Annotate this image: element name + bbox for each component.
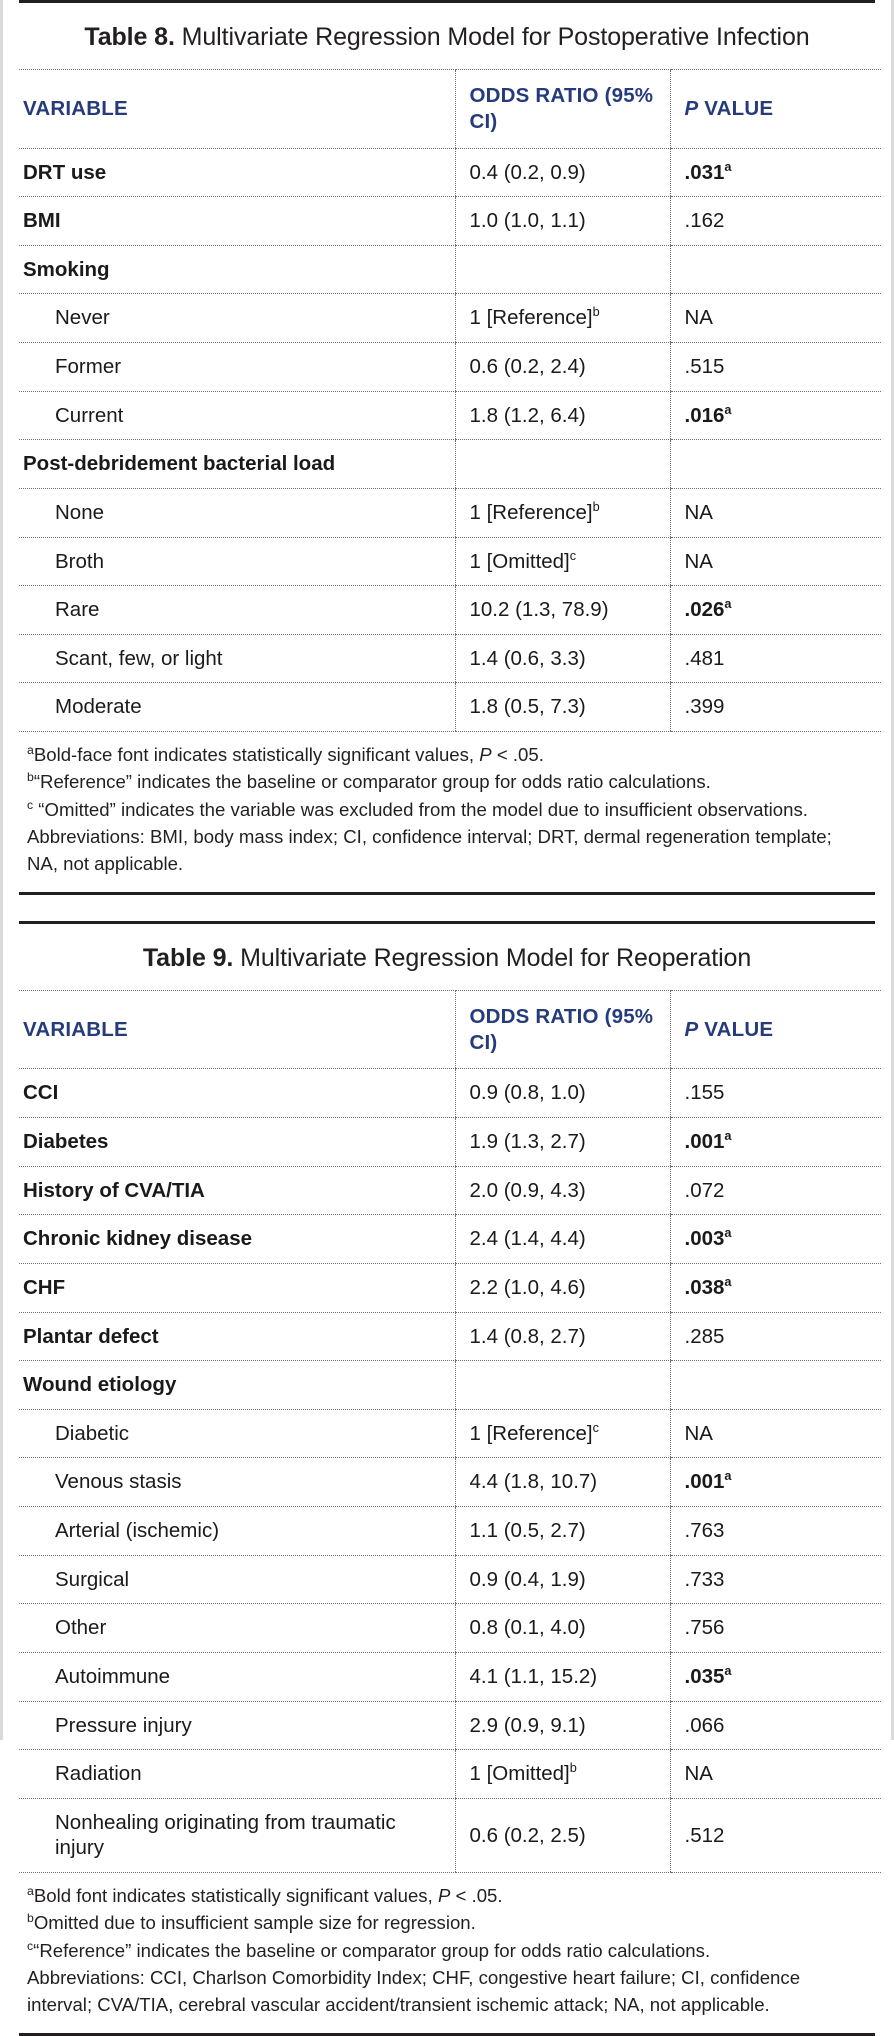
odds-value: 1 [Reference]: [469, 1421, 593, 1445]
table-row: [19, 634, 881, 683]
p-footnote-marker: a: [724, 596, 732, 612]
table-row: [19, 391, 881, 440]
cell-odds-ratio: [455, 683, 670, 732]
table-row: [19, 343, 881, 392]
table-9: [19, 990, 881, 1873]
odds-value: 0.9 (0.4, 1.9): [469, 1567, 586, 1591]
table-row: [19, 1166, 881, 1215]
p-value: .733: [684, 1567, 725, 1591]
table-row: [19, 1312, 881, 1361]
cell-variable: History of CVA/TIA: [19, 1166, 455, 1215]
p-value: .066: [684, 1713, 725, 1737]
odds-value: 1.9 (1.3, 2.7): [469, 1130, 586, 1154]
cell-p-value: [670, 1652, 881, 1701]
cell-p-value: [670, 1555, 881, 1604]
cell-variable: Scant, few, or light: [19, 634, 455, 683]
cell-variable: Arterial (ischemic): [19, 1507, 455, 1556]
table-divider-gap: [3, 895, 891, 921]
cell-odds-ratio: [455, 537, 670, 586]
cell-variable: Chronic kidney disease: [19, 1215, 455, 1264]
column-header-p-value: [670, 991, 881, 1069]
table-row: [19, 683, 881, 732]
p-footnote-marker: a: [724, 1274, 732, 1290]
odds-value: 4.1 (1.1, 15.2): [469, 1664, 598, 1688]
cell-variable: BMI: [19, 197, 455, 246]
cell-variable: Other: [19, 1604, 455, 1653]
table-row: [19, 1263, 881, 1312]
p-italic: P: [684, 1018, 699, 1042]
column-header-odds-ratio: ODDS RATIO (95% CI): [455, 991, 670, 1069]
footnote-text: “Reference” indicates the baseline or comparator group for odds ratio calculations.: [33, 771, 711, 793]
odds-value: 2.2 (1.0, 4.6): [469, 1275, 586, 1299]
p-value: NA: [684, 549, 713, 573]
cell-variable: Diabetes: [19, 1118, 455, 1167]
tables-container: [3, 0, 891, 2036]
odds-value: 2.0 (0.9, 4.3): [469, 1178, 586, 1202]
cell-variable: Never: [19, 294, 455, 343]
footnote-marker: c: [27, 1938, 34, 1953]
p-rest: VALUE: [698, 97, 774, 121]
cell-odds-ratio: [455, 1069, 670, 1118]
p-value: .035: [684, 1664, 725, 1688]
cell-p-value: [670, 1166, 881, 1215]
odds-value: 0.8 (0.1, 4.0): [469, 1616, 586, 1640]
cell-p-value: [670, 1312, 881, 1361]
odds-value: 1.0 (1.0, 1.1): [469, 209, 586, 233]
footnote-text-tail: < .05.: [450, 1885, 503, 1907]
footnote: [27, 742, 867, 768]
footnote: [27, 769, 867, 795]
odds-value: 0.9 (0.8, 1.0): [469, 1081, 586, 1105]
p-footnote-marker: a: [724, 1468, 732, 1484]
table-row: [19, 197, 881, 246]
cell-p-value: [670, 294, 881, 343]
p-value: .763: [684, 1519, 725, 1543]
table-row: [19, 1798, 881, 1872]
p-value: .162: [684, 209, 725, 233]
cell-variable: Post-debridement bacterial load: [19, 440, 455, 489]
table-row: [19, 1750, 881, 1799]
p-value: .001: [684, 1470, 725, 1494]
odds-value: 4.4 (1.8, 10.7): [469, 1470, 598, 1494]
cell-variable: Radiation: [19, 1750, 455, 1799]
odds-footnote-marker: b: [569, 1760, 577, 1776]
p-value: .001: [684, 1130, 725, 1154]
footnote-text: Bold font indicates statistically significant values,: [33, 1885, 438, 1907]
p-footnote-marker: a: [724, 1225, 732, 1241]
footnote: [27, 797, 867, 823]
cell-p-value: [670, 1507, 881, 1556]
cell-variable: Smoking: [19, 245, 455, 294]
cell-odds-ratio: [455, 245, 670, 294]
footnote: [27, 1965, 867, 2018]
p-footnote-marker: a: [724, 158, 732, 174]
table-row: [19, 537, 881, 586]
cell-variable: Wound etiology: [19, 1361, 455, 1410]
odds-footnote-marker: b: [592, 499, 600, 515]
table-header-row: [19, 70, 881, 148]
column-header-p-value: [670, 70, 881, 148]
odds-value: 1.8 (1.2, 6.4): [469, 403, 586, 427]
cell-odds-ratio: [455, 1458, 670, 1507]
odds-value: 1.8 (0.5, 7.3): [469, 695, 586, 719]
cell-odds-ratio: [455, 197, 670, 246]
odds-value: 1.4 (0.6, 3.3): [469, 646, 586, 670]
cell-p-value: [670, 537, 881, 586]
footnote-text: “Omitted” indicates the variable was excluded from the model due to insufficient observations.: [33, 798, 808, 820]
table-9-footnotes: [19, 1873, 875, 2033]
footnote-italic: P: [437, 1885, 451, 1907]
cell-odds-ratio: [455, 1409, 670, 1458]
cell-odds-ratio: [455, 1555, 670, 1604]
cell-odds-ratio: [455, 634, 670, 683]
cell-odds-ratio: [455, 440, 670, 489]
cell-p-value: [670, 343, 881, 392]
table-row: [19, 586, 881, 635]
footnote-marker: a: [27, 742, 34, 757]
table-8: [19, 69, 881, 732]
p-value: .031: [684, 160, 725, 184]
column-header-odds-ratio: ODDS RATIO (95% CI): [455, 70, 670, 148]
cell-p-value: [670, 1263, 881, 1312]
cell-odds-ratio: [455, 1312, 670, 1361]
caption-number: Table 9.: [142, 943, 234, 972]
table-row: [19, 1215, 881, 1264]
cell-odds-ratio: [455, 148, 670, 197]
cell-variable: Autoimmune: [19, 1652, 455, 1701]
p-value: .756: [684, 1616, 725, 1640]
footnote-text: Omitted due to insufficient sample size for regression.: [33, 1912, 476, 1934]
cell-odds-ratio: [455, 1652, 670, 1701]
cell-variable: Diabetic: [19, 1409, 455, 1458]
p-value: .016: [684, 403, 725, 427]
cell-odds-ratio: [455, 1750, 670, 1799]
odds-value: 1.1 (0.5, 2.7): [469, 1519, 586, 1543]
odds-footnote-marker: c: [592, 1420, 599, 1435]
footnote-marker: b: [27, 770, 34, 785]
table-row: [19, 245, 881, 294]
footnote-text: Bold-face font indicates statistically significant values,: [33, 744, 480, 765]
cell-variable: Pressure injury: [19, 1701, 455, 1750]
table-row: [19, 1507, 881, 1556]
cell-p-value: [670, 1798, 881, 1872]
cell-variable: Venous stasis: [19, 1458, 455, 1507]
cell-variable: Current: [19, 391, 455, 440]
odds-value: 1 [Reference]: [469, 500, 593, 524]
table-row: [19, 488, 881, 537]
table-row: [19, 1361, 881, 1410]
p-value: NA: [684, 1421, 713, 1445]
table-header-row: [19, 991, 881, 1069]
odds-value: 1 [Omitted]: [469, 1762, 570, 1786]
cell-variable: Broth: [19, 537, 455, 586]
odds-value: 0.6 (0.2, 2.4): [469, 355, 586, 378]
cell-variable: Surgical: [19, 1555, 455, 1604]
column-header-variable: VARIABLE: [19, 70, 455, 148]
caption-title: Multivariate Regression Model for Postoperative Infection: [174, 23, 810, 51]
p-value: .481: [684, 646, 725, 670]
cell-p-value: [670, 440, 881, 489]
footnote: [27, 1910, 867, 1936]
cell-odds-ratio: [455, 1798, 670, 1872]
odds-footnote-marker: b: [592, 304, 600, 320]
cell-p-value: [670, 1458, 881, 1507]
caption-number: Table 8.: [84, 23, 175, 51]
footnote-marker: b: [27, 1911, 34, 1926]
cell-variable: CHF: [19, 1263, 455, 1312]
p-value: .038: [684, 1275, 725, 1299]
cell-p-value: [670, 1701, 881, 1750]
cell-p-value: [670, 1750, 881, 1799]
cell-odds-ratio: [455, 391, 670, 440]
cell-p-value: [670, 488, 881, 537]
p-rest: VALUE: [698, 1018, 774, 1042]
cell-p-value: [670, 245, 881, 294]
cell-p-value: [670, 1118, 881, 1167]
cell-variable: None: [19, 488, 455, 537]
column-header-variable: VARIABLE: [19, 991, 455, 1069]
odds-value: 10.2 (1.3, 78.9): [469, 598, 609, 622]
table-9-caption: [19, 924, 875, 990]
p-footnote-marker: a: [724, 1663, 732, 1679]
cell-variable: Rare: [19, 586, 455, 635]
footnote-text: “Reference” indicates the baseline or comparator group for odds ratio calculations.: [33, 1939, 711, 1961]
footnote: [27, 824, 867, 877]
cell-p-value: [670, 197, 881, 246]
p-value: NA: [684, 1762, 713, 1786]
table-row: [19, 148, 881, 197]
cell-p-value: [670, 1604, 881, 1653]
cell-p-value: [670, 1215, 881, 1264]
table-row: [19, 440, 881, 489]
cell-variable: DRT use: [19, 148, 455, 197]
p-value: NA: [684, 500, 713, 524]
cell-p-value: [670, 634, 881, 683]
p-value: .515: [684, 355, 725, 378]
cell-odds-ratio: [455, 1215, 670, 1264]
cell-odds-ratio: [455, 294, 670, 343]
cell-odds-ratio: [455, 488, 670, 537]
footnote-text-tail: < .05.: [491, 744, 544, 765]
table-row: [19, 1409, 881, 1458]
cell-odds-ratio: [455, 1701, 670, 1750]
odds-value: 2.4 (1.4, 4.4): [469, 1227, 586, 1251]
table-9-block: [3, 924, 891, 2033]
odds-value: 1 [Reference]: [469, 306, 593, 330]
odds-value: 0.6 (0.2, 2.5): [469, 1823, 586, 1847]
table-8-footnotes: [19, 732, 875, 892]
p-footnote-marker: a: [724, 1128, 732, 1144]
p-value: .285: [684, 1324, 725, 1348]
table-row: [19, 1701, 881, 1750]
cell-variable: Plantar defect: [19, 1312, 455, 1361]
cell-p-value: [670, 1361, 881, 1410]
p-italic: P: [684, 97, 699, 121]
odds-value: 1 [Omitted]: [469, 549, 570, 573]
table-row: [19, 1652, 881, 1701]
p-value: .155: [684, 1081, 725, 1105]
cell-p-value: [670, 148, 881, 197]
cell-p-value: [670, 586, 881, 635]
footnote: [27, 1938, 867, 1964]
footnote-italic: P: [479, 744, 492, 765]
cell-p-value: [670, 1069, 881, 1118]
cell-variable: CCI: [19, 1069, 455, 1118]
cell-p-value: [670, 683, 881, 732]
cell-odds-ratio: [455, 1507, 670, 1556]
cell-odds-ratio: [455, 1166, 670, 1215]
table-row: [19, 1069, 881, 1118]
cell-odds-ratio: [455, 1361, 670, 1410]
table-row: [19, 1118, 881, 1167]
cell-variable: Former: [19, 343, 455, 392]
cell-odds-ratio: [455, 343, 670, 392]
table-row: [19, 1458, 881, 1507]
p-value: .026: [684, 598, 725, 622]
caption-title: Multivariate Regression Model for Reoperation: [233, 943, 752, 972]
p-value: .003: [684, 1227, 725, 1251]
odds-value: 2.9 (0.9, 9.1): [469, 1713, 586, 1737]
p-value: NA: [684, 306, 713, 330]
p-footnote-marker: a: [724, 401, 732, 417]
footnote-text: Abbreviations: BMI, body mass index; CI, confidence interval; DRT, dermal regeneration template; NA, not applicable.: [27, 826, 832, 874]
table-row: [19, 1555, 881, 1604]
odds-value: 0.4 (0.2, 0.9): [469, 160, 586, 184]
odds-footnote-marker: c: [569, 547, 577, 563]
odds-value: 1.4 (0.8, 2.7): [469, 1324, 586, 1348]
cell-odds-ratio: [455, 1118, 670, 1167]
footnote-text: Abbreviations: CCI, Charlson Comorbidity Index; CHF, congestive heart failure; CI, confidence interval; CVA/TIA, cerebral vascular accident/transient ischemic attack; NA, not applicable.: [27, 1967, 801, 2015]
footnote-marker: a: [27, 1883, 34, 1898]
cell-p-value: [670, 1409, 881, 1458]
p-value: .512: [684, 1823, 725, 1847]
cell-odds-ratio: [455, 1604, 670, 1653]
p-value: .399: [684, 695, 725, 719]
table-8-caption: [19, 3, 875, 69]
cell-variable: Nonhealing originating from traumatic injury: [19, 1798, 455, 1872]
footnote-marker: c: [27, 797, 34, 812]
table-8-block: [3, 3, 891, 892]
p-value: .072: [684, 1178, 725, 1202]
footnote: [27, 1883, 867, 1909]
cell-odds-ratio: [455, 1263, 670, 1312]
cell-variable: Moderate: [19, 683, 455, 732]
cell-p-value: [670, 391, 881, 440]
table-row: [19, 294, 881, 343]
table-row: [19, 1604, 881, 1653]
cell-odds-ratio: [455, 586, 670, 635]
